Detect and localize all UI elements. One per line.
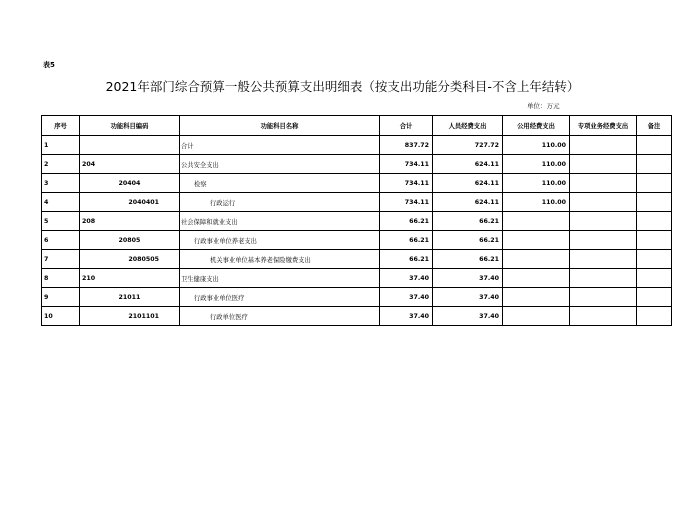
cell-remark	[637, 212, 672, 231]
cell-public: 110.00	[503, 136, 570, 155]
cell-special	[570, 307, 637, 326]
cell-public	[503, 269, 570, 288]
cell-special	[570, 288, 637, 307]
cell-public: 110.00	[503, 155, 570, 174]
cell-public	[503, 231, 570, 250]
cell-total: 37.40	[380, 269, 433, 288]
cell-personnel: 66.21	[433, 212, 503, 231]
page-title: 2021年部门综合预算一般公共预算支出明细表（按支出功能分类科目-不含上年结转）	[105, 79, 580, 94]
cell-remark	[637, 269, 672, 288]
table-number-label: 表5	[43, 61, 55, 69]
cell-public	[503, 212, 570, 231]
cell-remark	[637, 193, 672, 212]
cell-name: 行政事业单位医疗	[180, 288, 380, 307]
cell-public: 110.00	[503, 174, 570, 193]
cell-special	[570, 155, 637, 174]
table-row	[42, 155, 672, 174]
table-row	[42, 231, 672, 250]
cell-special	[570, 136, 637, 155]
cell-public	[503, 288, 570, 307]
expenditure-table	[41, 115, 672, 326]
cell-name: 行政单位医疗	[180, 307, 380, 326]
header-personnel: 人员经费支出	[433, 116, 503, 136]
cell-seq: 4	[42, 193, 80, 212]
cell-seq: 7	[42, 250, 80, 269]
table-body	[42, 136, 672, 326]
cell-remark	[637, 288, 672, 307]
header-seq: 序号	[42, 116, 80, 136]
cell-personnel: 624.11	[433, 174, 503, 193]
cell-personnel: 66.21	[433, 250, 503, 269]
cell-code: 2101101	[80, 307, 180, 326]
table-row	[42, 174, 672, 193]
cell-total: 66.21	[380, 212, 433, 231]
cell-remark	[637, 155, 672, 174]
cell-seq: 5	[42, 212, 80, 231]
cell-code: 2040401	[80, 193, 180, 212]
cell-seq: 8	[42, 269, 80, 288]
cell-remark	[637, 307, 672, 326]
cell-total: 837.72	[380, 136, 433, 155]
cell-name: 社会保障和就业支出	[180, 212, 380, 231]
cell-seq: 3	[42, 174, 80, 193]
cell-total: 734.11	[380, 174, 433, 193]
cell-name: 卫生健康支出	[180, 269, 380, 288]
table-row	[42, 269, 672, 288]
header-public: 公用经费支出	[503, 116, 570, 136]
cell-seq: 6	[42, 231, 80, 250]
cell-special	[570, 269, 637, 288]
cell-remark	[637, 250, 672, 269]
table-row	[42, 250, 672, 269]
header-total: 合计	[380, 116, 433, 136]
table-row	[42, 193, 672, 212]
header-special: 专项业务经费支出	[570, 116, 637, 136]
cell-special	[570, 212, 637, 231]
cell-name: 行政事业单位养老支出	[180, 231, 380, 250]
cell-code: 20404	[80, 174, 180, 193]
table-header-row	[42, 116, 672, 136]
cell-special	[570, 250, 637, 269]
cell-seq: 9	[42, 288, 80, 307]
cell-name: 合计	[180, 136, 380, 155]
cell-seq: 2	[42, 155, 80, 174]
cell-total: 66.21	[380, 231, 433, 250]
cell-total: 734.11	[380, 155, 433, 174]
cell-code: 2080505	[80, 250, 180, 269]
cell-public	[503, 250, 570, 269]
cell-code: 210	[80, 269, 180, 288]
header-remark: 备注	[637, 116, 672, 136]
cell-personnel: 37.40	[433, 269, 503, 288]
cell-name: 检察	[180, 174, 380, 193]
cell-personnel: 37.40	[433, 288, 503, 307]
cell-code	[80, 136, 180, 155]
cell-public	[503, 307, 570, 326]
table-row	[42, 288, 672, 307]
header-code: 功能科目编码	[80, 116, 180, 136]
cell-remark	[637, 174, 672, 193]
cell-total: 66.21	[380, 250, 433, 269]
cell-remark	[637, 136, 672, 155]
unit-label: 单位：万元	[527, 102, 560, 110]
cell-personnel: 624.11	[433, 155, 503, 174]
cell-total: 37.40	[380, 288, 433, 307]
table-row	[42, 136, 672, 155]
cell-special	[570, 231, 637, 250]
cell-total: 37.40	[380, 307, 433, 326]
header-name: 功能科目名称	[180, 116, 380, 136]
cell-name: 公共安全支出	[180, 155, 380, 174]
table-row	[42, 212, 672, 231]
cell-personnel: 66.21	[433, 231, 503, 250]
cell-special	[570, 193, 637, 212]
cell-code: 208	[80, 212, 180, 231]
cell-seq: 1	[42, 136, 80, 155]
cell-total: 734.11	[380, 193, 433, 212]
cell-personnel: 624.11	[433, 193, 503, 212]
cell-remark	[637, 231, 672, 250]
cell-code: 204	[80, 155, 180, 174]
cell-name: 行政运行	[180, 193, 380, 212]
cell-code: 21011	[80, 288, 180, 307]
cell-personnel: 727.72	[433, 136, 503, 155]
cell-seq: 10	[42, 307, 80, 326]
cell-special	[570, 174, 637, 193]
cell-public: 110.00	[503, 193, 570, 212]
cell-personnel: 37.40	[433, 307, 503, 326]
cell-code: 20805	[80, 231, 180, 250]
cell-name: 机关事业单位基本养老保险缴费支出	[180, 250, 380, 269]
table-row	[42, 307, 672, 326]
